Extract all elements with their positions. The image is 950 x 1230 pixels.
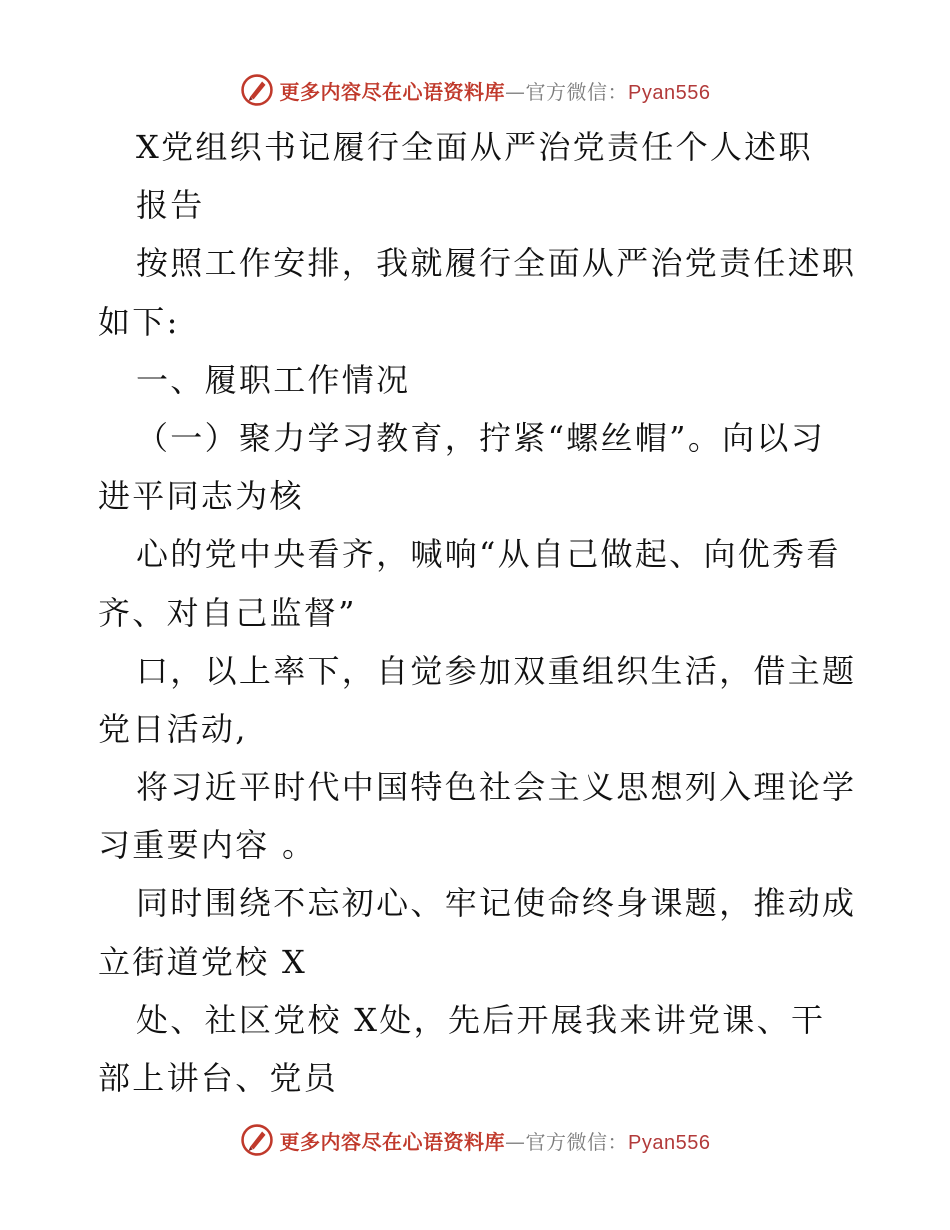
- text-line: 部上讲台、党员: [98, 1059, 339, 1097]
- text-line: 进平同志为核: [98, 477, 304, 516]
- text-line: 同时围绕不忘初心、牢记使命终身课题，推动成: [136, 884, 857, 923]
- text-line: 按照工作安排，我就履行全面从严治党责任述职: [136, 244, 857, 283]
- pen-logo-icon: [240, 73, 274, 107]
- text-line: 报告: [136, 186, 205, 225]
- text-line: 口，以上率下，自觉参加双重组织生活，借主题: [136, 651, 857, 690]
- text-line: 习重要内容 。: [98, 826, 317, 865]
- banner-text: [280, 76, 711, 105]
- text-line: 将习近平时代中国特色社会主义思想列入理论学: [136, 768, 857, 807]
- banner-text: [280, 1126, 711, 1155]
- banner-text-main: 更多内容尽在心语资料库: [279, 79, 506, 104]
- text-line: 齐、对自己监督”: [98, 593, 357, 632]
- banner-text-id: Pyan556: [628, 81, 711, 104]
- banner-text-label: 官方微信：: [525, 1129, 629, 1154]
- banner-inner: [240, 73, 711, 107]
- banner-text-main: 更多内容尽在心语资料库: [279, 1129, 506, 1154]
- text-line: 一、履职工作情况: [136, 360, 411, 399]
- banner-dash: —: [505, 1129, 526, 1154]
- pen-logo-icon: [240, 1123, 274, 1157]
- text-line: 立街道党校 X: [98, 942, 308, 981]
- banner-dash: —: [505, 79, 526, 104]
- text-line: 心的党中央看齐，喊响“从自己做起、向优秀看: [136, 535, 841, 574]
- banner-inner: [240, 1123, 711, 1157]
- header-watermark-banner: [0, 70, 950, 110]
- text-line: 如下:: [98, 302, 180, 341]
- footer-watermark-banner: [0, 1120, 950, 1160]
- text-line: （一）聚力学习教育，拧紧“螺丝帽”。向以习: [136, 418, 826, 457]
- banner-text-id: Pyan556: [628, 1131, 711, 1154]
- text-line: 处、社区党校 X处，先后开展我来讲党课、干: [136, 1000, 826, 1039]
- text-line: 党日活动,: [98, 709, 248, 748]
- text-line: X党组织书记履行全面从严治党责任个人述职: [136, 128, 813, 166]
- banner-text-label: 官方微信：: [525, 79, 629, 104]
- document-body: [98, 118, 858, 1107]
